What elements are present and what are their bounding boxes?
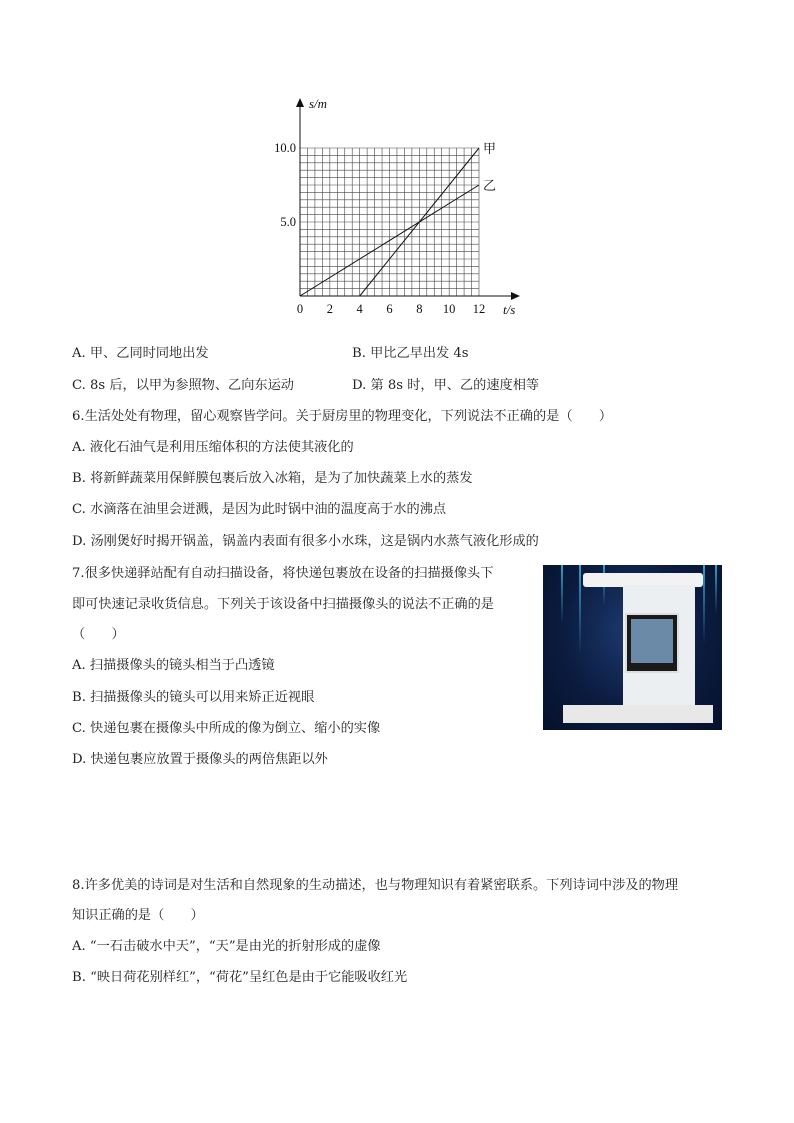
q7-option-b: B. 扫描摄像头的镜头可以用来矫正近视眼 [72, 690, 315, 705]
q7-option-d: D. 快递包裹应放置于摄像头的两倍焦距以外 [72, 752, 328, 767]
q5-option-d: D. 第 8s 时，甲、乙的速度相等 [352, 378, 540, 393]
y-axis-arrow [296, 98, 304, 107]
q7-stem-line-3: （ ） [72, 627, 125, 642]
x-axis-arrow [511, 292, 520, 300]
y-axis-label: s/m [309, 96, 328, 111]
q6-option-b: B. 将新鲜蔬菜用保鲜膜包裹后放入冰箱，是为了加快蔬菜上水的蒸发 [72, 471, 473, 486]
q5-option-b: B. 甲比乙早出发 4s [352, 346, 469, 361]
series-label-1: 甲 [483, 141, 497, 156]
x-tick-label: 0 [296, 302, 304, 316]
q5-option-c: C. 8s 后，以甲为参照物、乙向东运动 [72, 378, 294, 393]
distance-time-chart [260, 90, 540, 322]
q8-stem-line-2: 知识正确的是（ ） [72, 908, 204, 923]
q6-option-c: C. 水滴落在油里会迸溅，是因为此时锅中油的温度高于水的沸点 [72, 502, 447, 517]
q8-option-a: A. “一石击破水中天”，“天”是由光的折射形成的虚像 [72, 939, 381, 954]
series-label-2: 乙 [483, 178, 497, 193]
q8-stem-line-1: 8.许多优美的诗词是对生活和自然现象的生动描述，也与物理知识有着紧密联系。下列诗词中涉及的物理 [72, 878, 679, 893]
q5-option-a: A. 甲、乙同时同地出发 [72, 346, 209, 361]
x-tick-label: 10 [442, 302, 456, 316]
q6-option-a: A. 液化石油气是利用压缩体积的方法使其液化的 [72, 440, 354, 455]
x-tick-label: 2 [326, 302, 333, 316]
y-tick-label: 5.0 [280, 215, 296, 229]
x-tick-label: 12 [472, 302, 486, 316]
y-tick-label: 10.0 [274, 141, 296, 155]
q7-stem-line-1: 7.很多快递驿站配有自动扫描设备，将快递包裹放在设备的扫描摄像头下 [72, 566, 494, 581]
x-tick-label: 4 [356, 302, 363, 316]
scanner-device-photo [543, 565, 722, 730]
q6-stem: 6.生活处处有物理，留心观察皆学问。关于厨房里的物理变化，下列说法不正确的是（ ） [72, 409, 613, 424]
q6-option-d: D. 汤刚煲好时揭开锅盖，锅盖内表面有很多小水珠，这是锅内水蒸气液化形成的 [72, 534, 539, 549]
x-tick-label: 8 [416, 302, 423, 316]
q7-stem-line-2: 即可快速记录收货信息。下列关于该设备中扫描摄像头的说法不正确的是 [72, 597, 494, 612]
q7-option-a: A. 扫描摄像头的镜头相当于凸透镜 [72, 658, 275, 673]
x-axis-label: t/s [503, 302, 516, 317]
x-tick-label: 6 [386, 302, 393, 316]
q8-option-b: B. “映日荷花别样红”，“荷花”呈红色是由于它能吸收红光 [72, 970, 408, 985]
q7-option-c: C. 快递包裹在摄像头中所成的像为倒立、缩小的实像 [72, 721, 381, 736]
